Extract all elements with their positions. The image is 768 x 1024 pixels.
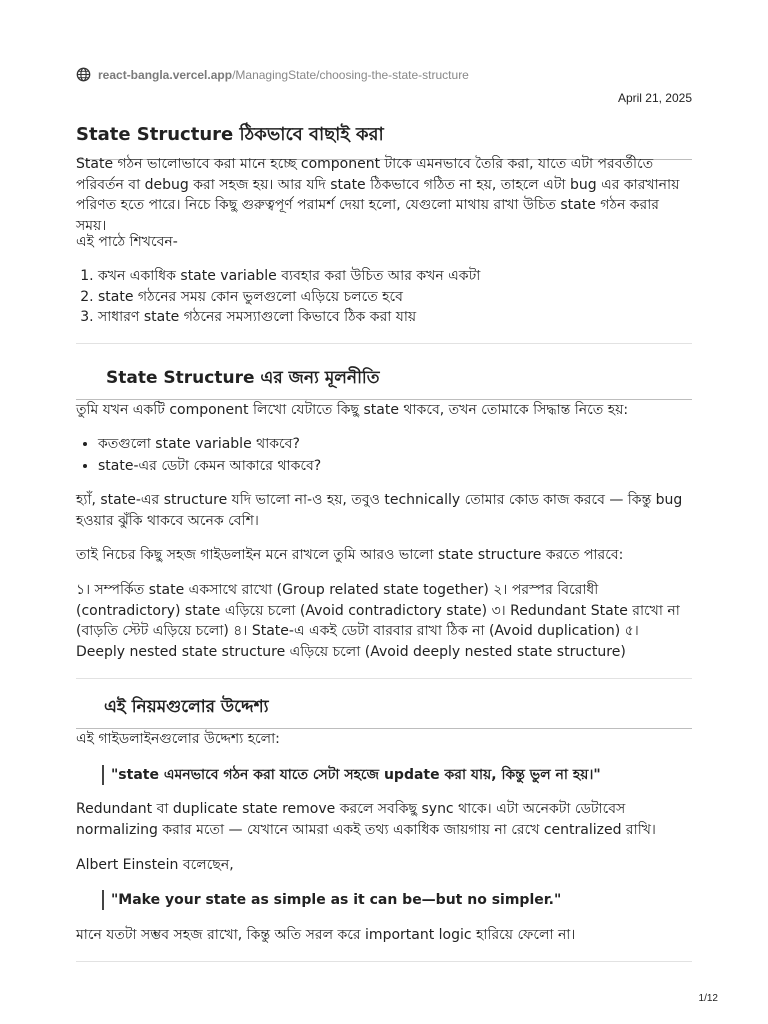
guideline-intro-paragraph: তাই নিচের কিছু সহজ গাইডলাইন মনে রাখলে তুমি আরও ভালো state structure করতে পারবে:: [76, 547, 624, 563]
summary-paragraph: মানে যতটা সম্ভব সহজ রাখো, কিন্তু অতি সরল করে important logic হারিয়ে ফেলো না।: [76, 927, 576, 943]
learn-list: [76, 266, 480, 328]
url-host: react-bangla.vercel.app: [98, 67, 233, 82]
guideline-list-paragraph: ১। সম্পর্কিত state একসাথে রাখো (Group related state together) ২। পরস্পর বিরোধী (contradictory) state এড়িয়ে চলো (Avoid contradictory state) ৩। Redundant State রাখো না (বাড়তি স্টেট এড়িয়ে চলো) ৪। State-এ একই ডেটা বারবার রাখা ঠিক না (Avoid duplication) ৫। Deeply nested state structure এড়িয়ে চলো (Avoid deeply nested state structure): [76, 582, 680, 660]
learn-item: 2. state গঠনের সময় কোন ভুলগুলো এড়িয়ে চলতে হবে: [98, 287, 480, 308]
principles-paragraph: তুমি যখন একটি component লিখো যেটাতে কিছু state থাকবে, তখন তোমাকে সিদ্ধান্ত নিতে হয়:: [76, 402, 629, 418]
list-item: • কতগুলো state variable থাকবে?: [98, 433, 321, 455]
learn-heading: এই পাঠে শিখবেন-: [76, 234, 178, 250]
blockquote: "Make your state as simple as it can be—but no simpler.": [102, 890, 561, 910]
section-divider: [76, 678, 692, 679]
section-heading-principles: State Structure এর জন্য মূলনীতি: [76, 365, 692, 400]
section-divider: [76, 961, 692, 962]
list-item: • state-এর ডেটা কেমন আকারে থাকবে?: [98, 455, 321, 477]
blockquote: "state এমনভাবে গঠন করা যাতে সেটা সহজে update করা যায়, কিন্তু ভুল না হয়।": [102, 765, 601, 785]
section-heading-purpose: এই নিয়মগুলোর উদ্দেশ্য: [76, 694, 692, 729]
page-number: 1/12: [698, 993, 718, 1004]
principles-bullets: [76, 433, 321, 477]
globe-icon: [76, 67, 91, 82]
page-title: State Structure ঠিকভাবে বাছাই করা: [76, 120, 692, 160]
redundant-paragraph: Redundant বা duplicate state remove করলে সবকিছু sync থাকে। এটা অনেকটা ডেটাবেস normalizing করার মতো — যেখানে আমরা একই তথ্য একাধিক জায়গায় না রেখে centralized রাখি।: [76, 801, 656, 838]
learn-item: 1. কখন একাধিক state variable ব্যবহার করা উচিত আর কখন একটা: [98, 266, 480, 287]
source-url[interactable]: [76, 67, 469, 82]
document-date: April 21, 2025: [617, 91, 692, 105]
structure-paragraph: হ্যাঁ, state-এর structure যদি ভালো না-ও হয়, তবুও technically তোমার কোড কাজ করবে — কিন্তু bug হওয়ার ঝুঁকি থাকবে অনেক বেশি।: [76, 492, 683, 529]
learn-item: 3. সাধারণ state গঠনের সমস্যাগুলো কিভাবে ঠিক করা যায়: [98, 307, 480, 328]
url-path: /ManagingState/choosing-the-state-structure: [232, 67, 469, 82]
intro-paragraph: State গঠন ভালোভাবে করা মানে হচ্ছে component টাকে এমনভাবে তৈরি করা, যাতে এটা পরবর্তীতে পরিবর্তন বা debug করা সহজ হয়। আর যদি state ঠিকভাবে গঠিত না হয়, তাহলে এটা bug এর কারখানায় পরিণত হতে পারে। নিচে কিছু গুরুত্বপূর্ণ পরামর্শ দেয়া হলো, যেগুলো মাথায় রাখা উচিত state গঠন করার সময়।: [76, 156, 680, 234]
einstein-paragraph: Albert Einstein বলেছেন,: [76, 857, 234, 873]
purpose-paragraph: এই গাইডলাইনগুলোর উদ্দেশ্য হলো:: [76, 731, 280, 747]
section-divider: [76, 343, 692, 344]
